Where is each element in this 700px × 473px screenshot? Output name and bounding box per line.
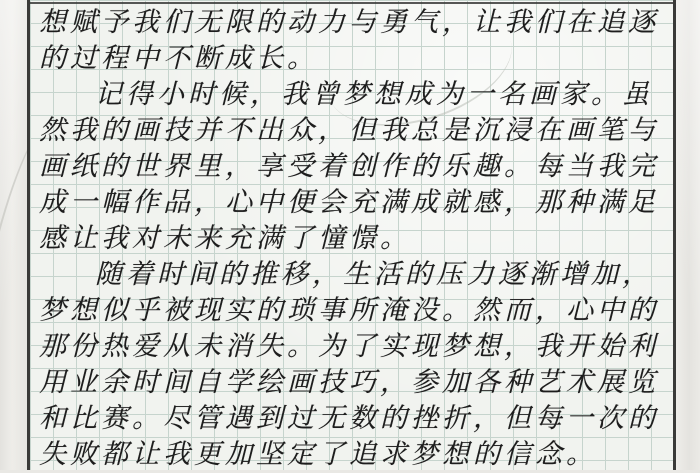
text-line-3: 记得小时候，我曾梦想成为一名画家。虽 [95, 79, 653, 110]
paper-left-margin [0, 0, 27, 470]
text-line-12: 和比赛。尽管遇到过无数的挫折，但每一次的 [39, 403, 659, 434]
text-line-11: 用业余时间自学绘画技巧，参加各种艺术展览 [39, 367, 659, 398]
text-line-1: 想赋予我们无限的动力与勇气，让我们在追逐 [39, 7, 659, 38]
handwritten-text-block [30, 0, 673, 470]
text-line-5: 画纸的世界里，享受着创作的乐趣。每当我完 [39, 151, 659, 182]
text-line-8: 随着时间的推移，生活的压力逐渐增加， [95, 259, 653, 290]
text-line-7: 感让我对未来充满了憧憬。 [39, 223, 411, 254]
paper-right-margin [676, 0, 700, 470]
text-line-2: 的过程中不断成长。 [39, 43, 318, 74]
text-line-4: 然我的画技并不出众，但我总是沉浸在画笔与 [39, 115, 659, 146]
text-line-9: 梦想似乎被现实的琐事所淹没。然而，心中的 [39, 295, 659, 326]
text-line-13: 失败都让我更加坚定了追求梦想的信念。 [39, 439, 597, 470]
text-line-10: 那份热爱从未消失。为了实现梦想，我开始利 [39, 331, 659, 362]
grid-paper-sheet [27, 0, 676, 470]
text-line-6: 成一幅作品，心中便会充满成就感，那种满足 [39, 187, 659, 218]
